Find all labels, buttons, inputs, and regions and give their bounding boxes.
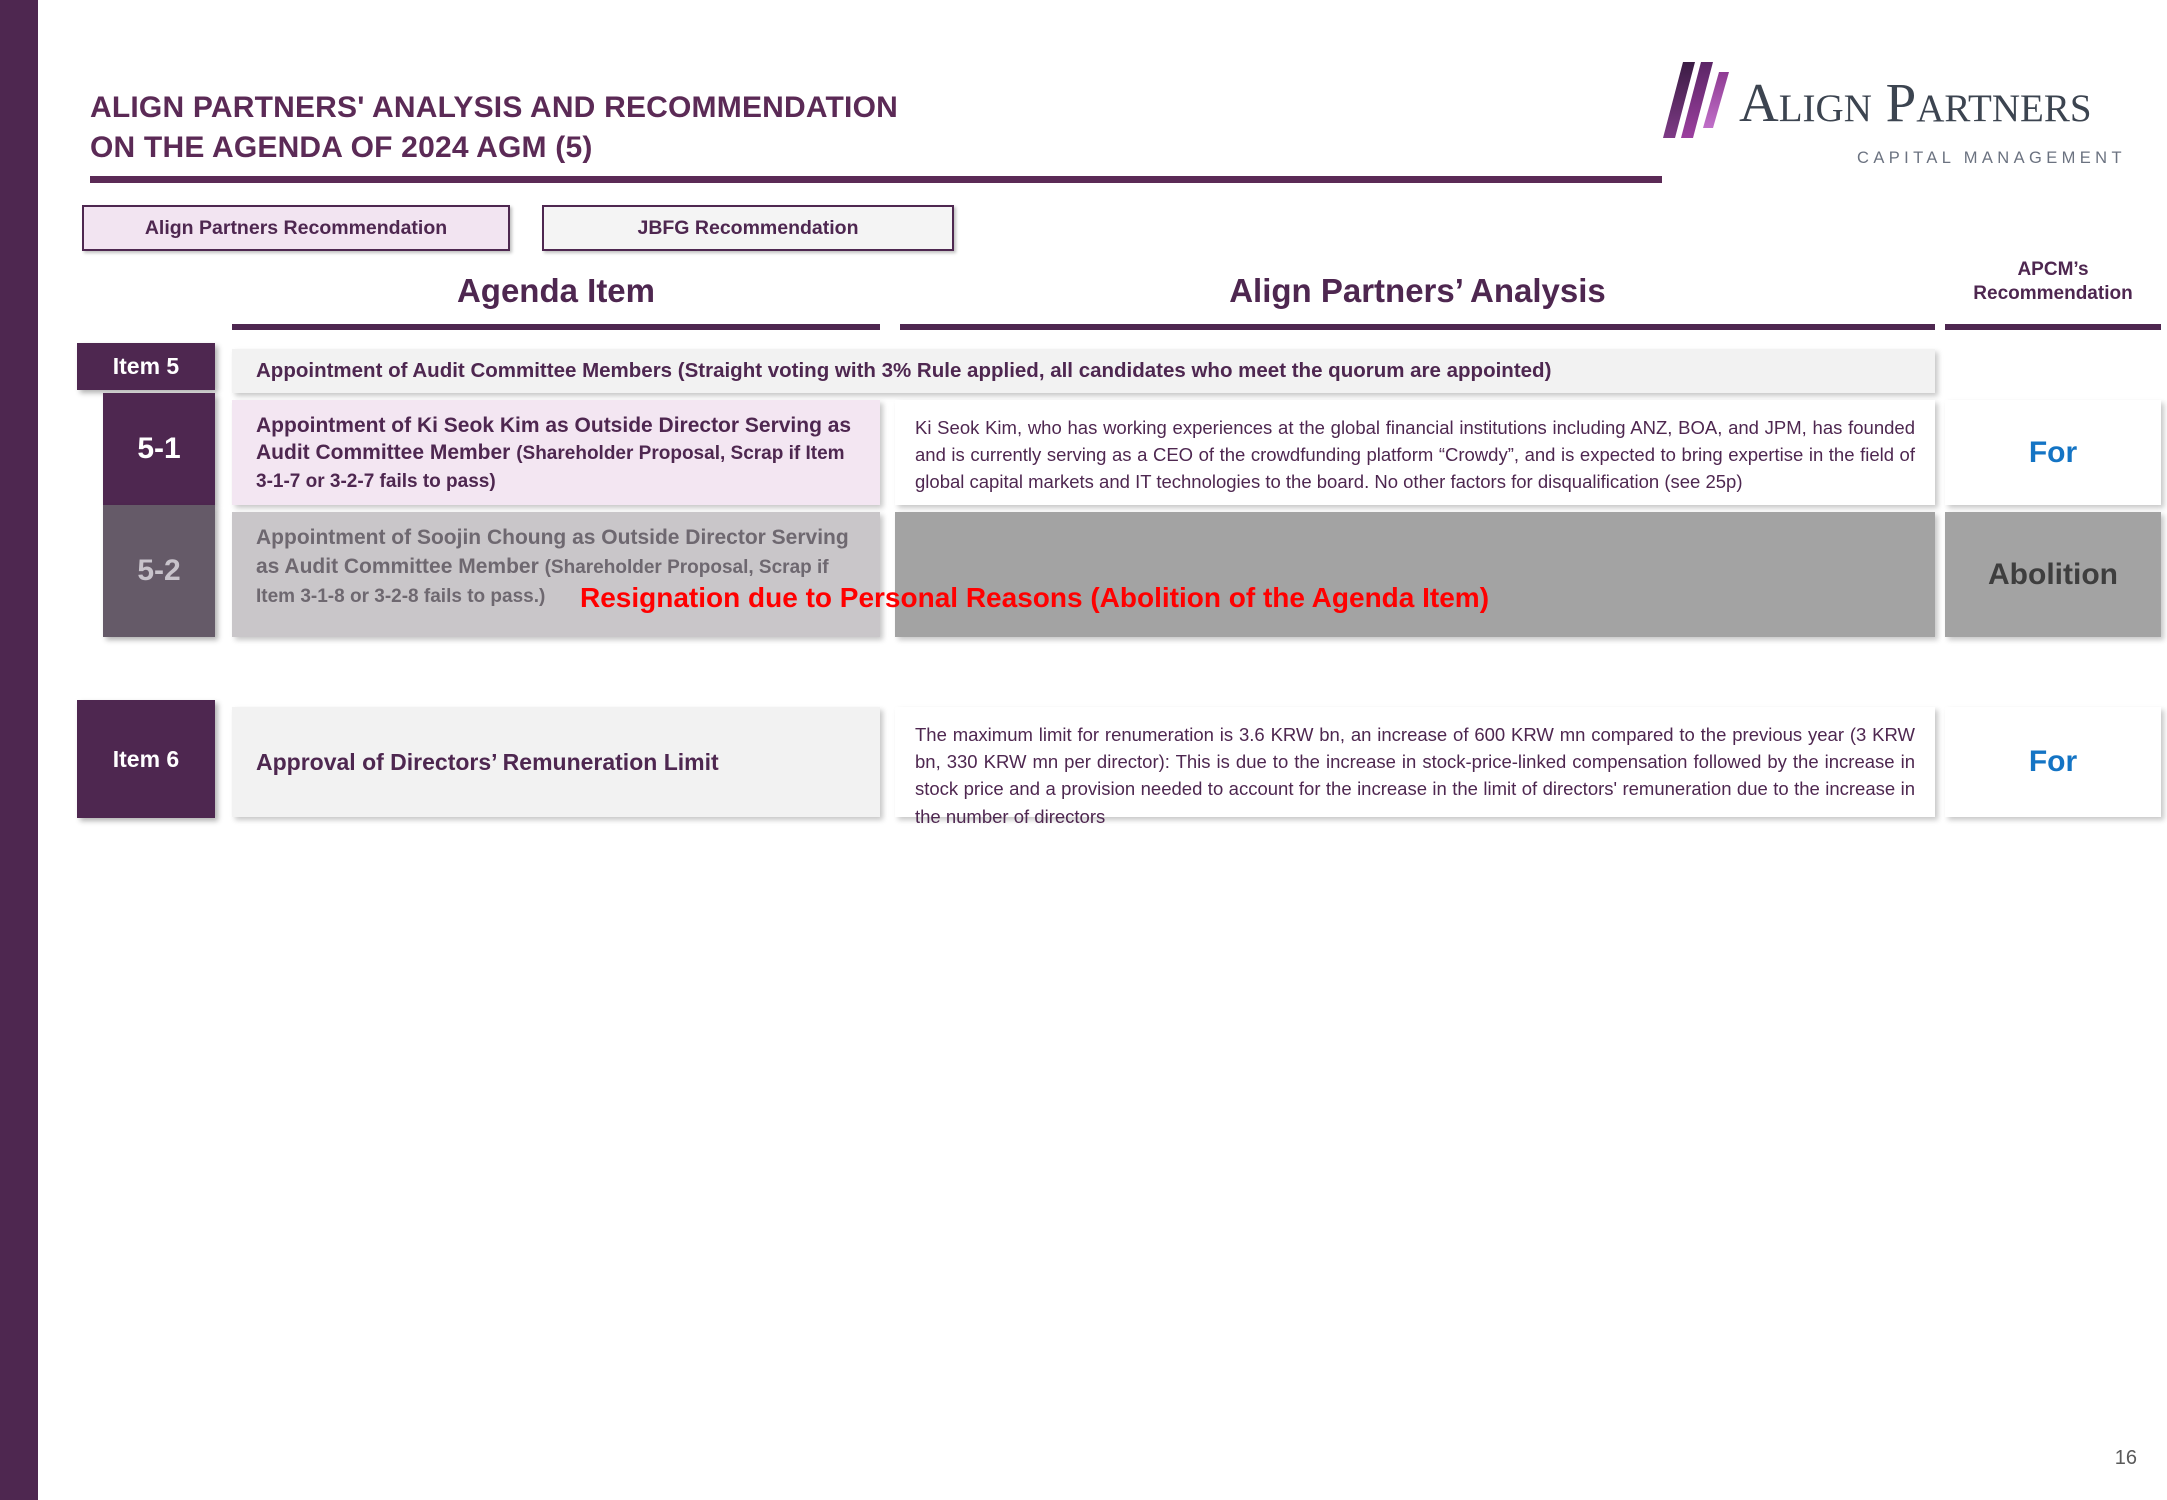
- column-rule-analysis: [900, 324, 1935, 330]
- align-partners-logo: [1661, 55, 2131, 175]
- legend-chip-jbfg-label: JBFG Recommendation: [637, 216, 859, 239]
- legend-chip-jbfg-recommendation[interactable]: [542, 205, 954, 251]
- row-5-1-analysis-cell: [895, 400, 1935, 505]
- row-badge-item-6: [77, 700, 215, 818]
- row-item-6-recommendation-cell: [1945, 707, 2161, 817]
- row-5-2-recommendation-cell: [1945, 512, 2161, 637]
- row-5-1-agenda-sub: (Shareholder Proposal, Scrap if Item 3-1-7 or 3-2-7 fails to pass): [256, 443, 845, 492]
- row-item-5-title-text: Appointment of Audit Committee Members (Straight voting with 3% Rule applied, all candidates who meet the quorum are appointed): [256, 359, 1552, 382]
- row-5-2-recommendation-value: Abolition: [1988, 557, 2118, 591]
- row-badge-5-1-label: 5-1: [137, 432, 181, 465]
- page-title: [90, 88, 898, 167]
- row-5-2-agenda-main: Appointment of Soojin Choung as Outside Director Serving as Audit Committee Member: [256, 526, 849, 578]
- column-header-agenda-item: Agenda Item: [456, 272, 656, 309]
- row-5-1-agenda-cell: [232, 400, 880, 505]
- row-5-1-recommendation-value: For: [2028, 435, 2078, 469]
- page-number: 16: [2114, 1447, 2137, 1469]
- column-header-align-partners-analysis: Align Partners’ Analysis: [1229, 272, 1606, 309]
- logo-slashes-icon: [1661, 60, 1731, 140]
- row-5-1-analysis-text: Ki Seok Kim, who has working experiences at the global financial institutions including ANZ, BOA, and JPM, has founded and is currently serving as a CEO of the crowdfunding platform “Crowdy”, and is expected to bring expertise in the field of global capital markets and IT technologies to the board. No other factors for disqualification (see 25p): [915, 417, 1915, 493]
- legend-chip-apcm-label: Align Partners Recommendation: [144, 216, 448, 239]
- row-badge-item-5: [77, 343, 215, 390]
- row-item-6-recommendation-value: For: [2028, 745, 2078, 778]
- row-5-1-recommendation-cell: [1945, 400, 2161, 505]
- logo-tagline: CAPITAL MANAGEMENT: [1857, 149, 2126, 167]
- left-accent-bar: [0, 0, 38, 1500]
- legend-chip-align-partners-recommendation[interactable]: [82, 205, 510, 251]
- page-title-line-2: ON THE AGENDA OF 2024 AGM (5): [90, 130, 593, 164]
- row-item-6-analysis-cell: [895, 707, 1935, 827]
- row-badge-5-2-label: 5-2: [137, 554, 181, 587]
- row-badge-5-1: [103, 393, 215, 505]
- row-5-2-analysis-cell: [895, 512, 1935, 637]
- column-header-apcm-line-2: Recommendation: [1973, 282, 2133, 304]
- row-item-6-agenda-cell: [232, 707, 880, 817]
- page-title-line-1: ALIGN PARTNERS' ANALYSIS AND RECOMMENDATION: [90, 91, 898, 124]
- row-badge-item-5-label: Item 5: [112, 353, 180, 379]
- row-item-6-agenda-text: Approval of Directors’ Remuneration Limit: [256, 748, 719, 775]
- row-item-6-analysis-text: The maximum limit for renumeration is 3.6 KRW bn, an increase of 600 KRW mn compared to the previous year (3 KRW bn, 330 KRW mn per director): This is due to the increase in stock-price-linked compensation followed by the increase in stock price and a provision needed to account for the increase in the limit of directors' remuneration due to the increase in the number of directors: [915, 724, 1915, 827]
- row-badge-5-2: [103, 505, 215, 637]
- row-5-2-agenda-sub: (Shareholder Proposal, Scrap if Item 3-1-8 or 3-2-8 fails to pass.): [256, 556, 829, 607]
- row-5-2-abolition-overlay-text: Resignation due to Personal Reasons (Abolition of the Agenda Item): [580, 582, 1490, 613]
- column-header-apcm-line-1: APCM’s: [2017, 259, 2089, 280]
- column-header-apcm-recommendation: [1945, 258, 2161, 306]
- logo-wordmark: Align Partners: [1739, 72, 2092, 133]
- row-5-2-agenda-cell: [232, 512, 880, 637]
- column-rule-agenda: [232, 324, 880, 330]
- row-item-5-title: [232, 349, 1935, 393]
- column-rule-recommendation: [1945, 324, 2161, 330]
- row-badge-item-6-label: Item 6: [112, 745, 180, 772]
- row-5-1-agenda-main: Appointment of Ki Seok Kim as Outside Director Serving as Audit Committee Member: [256, 414, 852, 465]
- title-underline: [90, 176, 1662, 183]
